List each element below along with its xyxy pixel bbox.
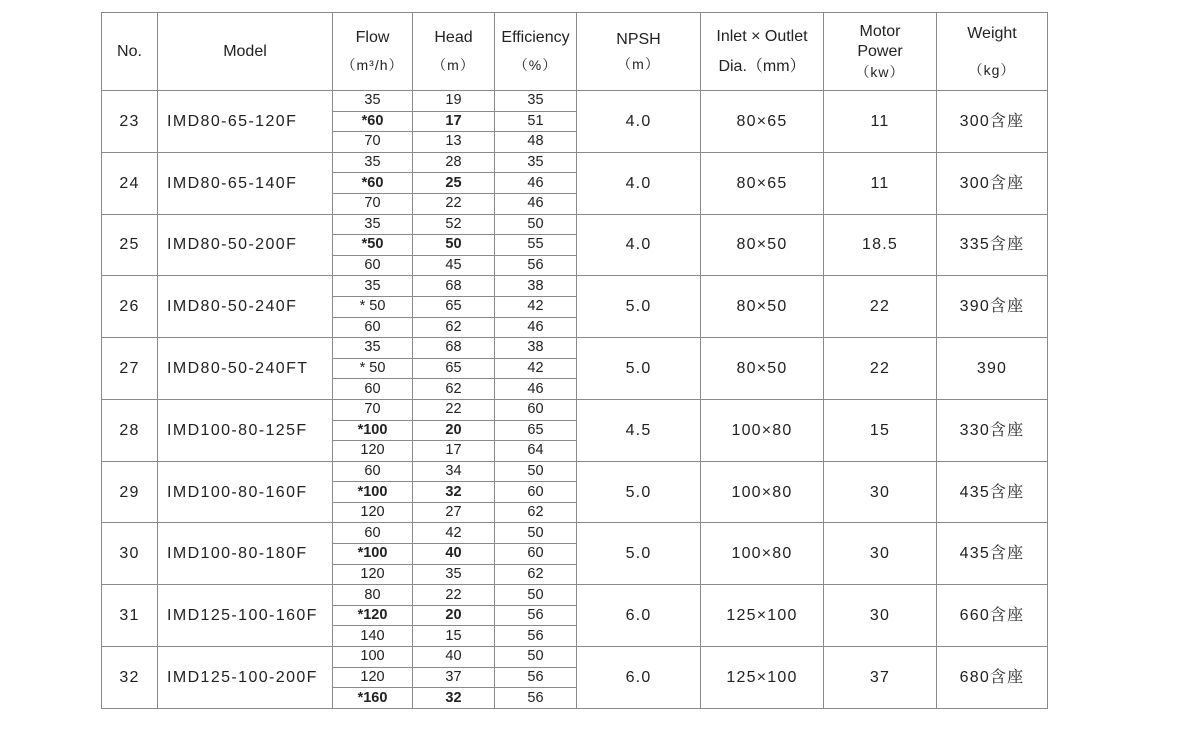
efficiency-value: 56 <box>495 688 577 709</box>
head-value: 22 <box>413 193 495 214</box>
table-body <box>102 91 1048 709</box>
weight-value: 680含座 <box>937 647 1048 709</box>
weight-value: 300含座 <box>937 152 1048 214</box>
header-model: Model <box>158 13 333 91</box>
efficiency-value: 50 <box>495 647 577 668</box>
head-value: 15 <box>413 626 495 647</box>
motor-power-value: 30 <box>824 523 937 585</box>
head-value: 62 <box>413 379 495 400</box>
head-value: 22 <box>413 399 495 420</box>
motor-power-value: 11 <box>824 152 937 214</box>
table-row <box>102 91 1048 112</box>
pump-number: 32 <box>102 647 158 709</box>
flow-value: *100 <box>333 420 413 441</box>
efficiency-value: 60 <box>495 544 577 565</box>
head-value: 65 <box>413 358 495 379</box>
table-row <box>102 214 1048 235</box>
npsh-value: 5.0 <box>577 338 701 400</box>
flow-value: 140 <box>333 626 413 647</box>
pump-number: 24 <box>102 152 158 214</box>
efficiency-value: 50 <box>495 461 577 482</box>
header-efficiency <box>495 13 577 91</box>
flow-value: 120 <box>333 564 413 585</box>
header-flow-label: Flow <box>355 29 390 46</box>
dia-value: 100×80 <box>701 461 824 523</box>
pump-model: IMD100-80-160F <box>158 461 333 523</box>
dia-value: 100×80 <box>701 399 824 461</box>
head-value: 32 <box>413 688 495 709</box>
weight-value: 390含座 <box>937 276 1048 338</box>
flow-value: *120 <box>333 605 413 626</box>
flow-value: *60 <box>333 111 413 132</box>
weight-value: 330含座 <box>937 399 1048 461</box>
pump-number: 27 <box>102 338 158 400</box>
flow-value: *100 <box>333 544 413 565</box>
motor-power-value: 22 <box>824 338 937 400</box>
efficiency-value: 46 <box>495 173 577 194</box>
weight-value: 300含座 <box>937 91 1048 153</box>
pump-number: 30 <box>102 523 158 585</box>
npsh-value: 4.5 <box>577 399 701 461</box>
header-power-line2: Power <box>857 42 903 60</box>
dia-value: 80×50 <box>701 276 824 338</box>
head-value: 32 <box>413 482 495 503</box>
flow-value: 70 <box>333 193 413 214</box>
efficiency-value: 42 <box>495 296 577 317</box>
flow-value: 60 <box>333 255 413 276</box>
pump-number: 25 <box>102 214 158 276</box>
flow-value: 60 <box>333 523 413 544</box>
flow-value: *100 <box>333 482 413 503</box>
header-dia-line2: Dia.（mm） <box>718 57 806 75</box>
flow-value: 60 <box>333 461 413 482</box>
efficiency-value: 38 <box>495 276 577 297</box>
efficiency-value: 46 <box>495 193 577 214</box>
efficiency-value: 62 <box>495 502 577 523</box>
head-value: 37 <box>413 667 495 688</box>
head-value: 42 <box>413 523 495 544</box>
motor-power-value: 30 <box>824 585 937 647</box>
flow-value: 35 <box>333 214 413 235</box>
header-flow-unit: （m³/h） <box>341 57 404 73</box>
efficiency-value: 48 <box>495 132 577 153</box>
efficiency-value: 56 <box>495 605 577 626</box>
header-npsh-label: NPSH <box>616 30 661 48</box>
head-value: 27 <box>413 502 495 523</box>
pump-model: IMD80-50-240FT <box>158 338 333 400</box>
flow-value: 120 <box>333 441 413 462</box>
header-weight-label: Weight <box>967 24 1017 42</box>
pump-model: IMD80-50-240F <box>158 276 333 338</box>
head-value: 65 <box>413 296 495 317</box>
header-row <box>102 13 1048 91</box>
dia-value: 125×100 <box>701 647 824 709</box>
header-weight <box>937 13 1048 91</box>
pump-model: IMD80-50-200F <box>158 214 333 276</box>
head-value: 40 <box>413 647 495 668</box>
npsh-value: 5.0 <box>577 461 701 523</box>
header-dia-line1: Inlet × Outlet <box>716 27 808 45</box>
head-value: 35 <box>413 564 495 585</box>
head-value: 40 <box>413 544 495 565</box>
pump-spec-sheet <box>101 12 1048 709</box>
efficiency-value: 64 <box>495 441 577 462</box>
motor-power-value: 11 <box>824 91 937 153</box>
pump-number: 23 <box>102 91 158 153</box>
efficiency-value: 50 <box>495 214 577 235</box>
head-value: 25 <box>413 173 495 194</box>
efficiency-value: 38 <box>495 338 577 359</box>
dia-value: 80×65 <box>701 152 824 214</box>
header-head-label: Head <box>434 29 473 46</box>
header-no: No. <box>102 13 158 91</box>
efficiency-value: 60 <box>495 482 577 503</box>
flow-value: *60 <box>333 173 413 194</box>
flow-value: 80 <box>333 585 413 606</box>
dia-value: 80×65 <box>701 91 824 153</box>
npsh-value: 5.0 <box>577 523 701 585</box>
dia-value: 125×100 <box>701 585 824 647</box>
npsh-value: 6.0 <box>577 647 701 709</box>
efficiency-value: 46 <box>495 317 577 338</box>
motor-power-value: 37 <box>824 647 937 709</box>
table-row <box>102 338 1048 359</box>
pump-model: IMD80-65-140F <box>158 152 333 214</box>
flow-value: * 50 <box>333 296 413 317</box>
head-value: 19 <box>413 91 495 112</box>
head-value: 28 <box>413 152 495 173</box>
head-value: 17 <box>413 441 495 462</box>
head-value: 68 <box>413 338 495 359</box>
weight-value: 435含座 <box>937 461 1048 523</box>
table-row <box>102 152 1048 173</box>
table-row <box>102 647 1048 668</box>
efficiency-value: 35 <box>495 91 577 112</box>
pump-number: 28 <box>102 399 158 461</box>
dia-value: 80×50 <box>701 214 824 276</box>
table-row <box>102 276 1048 297</box>
pump-model: IMD125-100-160F <box>158 585 333 647</box>
flow-value: 35 <box>333 338 413 359</box>
pump-model: IMD100-80-125F <box>158 399 333 461</box>
flow-value: 35 <box>333 276 413 297</box>
head-value: 62 <box>413 317 495 338</box>
npsh-value: 4.0 <box>577 214 701 276</box>
head-value: 22 <box>413 585 495 606</box>
header-power-unit: （kw） <box>855 63 905 80</box>
motor-power-value: 18.5 <box>824 214 937 276</box>
header-head <box>413 13 495 91</box>
efficiency-value: 42 <box>495 358 577 379</box>
table-row <box>102 585 1048 606</box>
efficiency-value: 56 <box>495 667 577 688</box>
weight-value: 660含座 <box>937 585 1048 647</box>
motor-power-value: 15 <box>824 399 937 461</box>
flow-value: *160 <box>333 688 413 709</box>
dia-value: 100×80 <box>701 523 824 585</box>
head-value: 52 <box>413 214 495 235</box>
pump-number: 29 <box>102 461 158 523</box>
header-power <box>824 13 937 91</box>
flow-value: 60 <box>333 317 413 338</box>
pump-model: IMD80-65-120F <box>158 91 333 153</box>
npsh-value: 5.0 <box>577 276 701 338</box>
weight-value: 435含座 <box>937 523 1048 585</box>
efficiency-value: 55 <box>495 235 577 256</box>
weight-value: 335含座 <box>937 214 1048 276</box>
header-efficiency-unit: （%） <box>513 57 558 73</box>
motor-power-value: 22 <box>824 276 937 338</box>
flow-value: 35 <box>333 152 413 173</box>
flow-value: 70 <box>333 132 413 153</box>
flow-value: 120 <box>333 502 413 523</box>
flow-value: *50 <box>333 235 413 256</box>
head-value: 13 <box>413 132 495 153</box>
header-dia <box>701 13 824 91</box>
head-value: 20 <box>413 420 495 441</box>
npsh-value: 4.0 <box>577 152 701 214</box>
flow-value: 100 <box>333 647 413 668</box>
head-value: 17 <box>413 111 495 132</box>
table-row <box>102 523 1048 544</box>
header-head-unit: （m） <box>432 57 475 73</box>
header-npsh-unit: （m） <box>617 55 660 72</box>
head-value: 45 <box>413 255 495 276</box>
header-flow <box>333 13 413 91</box>
efficiency-value: 56 <box>495 255 577 276</box>
header-efficiency-label: Efficiency <box>501 29 570 46</box>
pump-model: IMD100-80-180F <box>158 523 333 585</box>
efficiency-value: 56 <box>495 626 577 647</box>
weight-value: 390 <box>937 338 1048 400</box>
npsh-value: 6.0 <box>577 585 701 647</box>
efficiency-value: 50 <box>495 523 577 544</box>
efficiency-value: 50 <box>495 585 577 606</box>
efficiency-value: 51 <box>495 111 577 132</box>
efficiency-value: 46 <box>495 379 577 400</box>
head-value: 34 <box>413 461 495 482</box>
header-npsh <box>577 13 701 91</box>
flow-value: 120 <box>333 667 413 688</box>
header-power-line1: Motor <box>859 22 901 40</box>
flow-value: 70 <box>333 399 413 420</box>
efficiency-value: 65 <box>495 420 577 441</box>
header-weight-unit: （kg） <box>968 61 1016 78</box>
head-value: 50 <box>413 235 495 256</box>
pump-spec-table <box>101 12 1048 709</box>
table-row <box>102 399 1048 420</box>
motor-power-value: 30 <box>824 461 937 523</box>
flow-value: 60 <box>333 379 413 400</box>
pump-number: 31 <box>102 585 158 647</box>
pump-number: 26 <box>102 276 158 338</box>
efficiency-value: 35 <box>495 152 577 173</box>
efficiency-value: 62 <box>495 564 577 585</box>
efficiency-value: 60 <box>495 399 577 420</box>
npsh-value: 4.0 <box>577 91 701 153</box>
dia-value: 80×50 <box>701 338 824 400</box>
table-row <box>102 461 1048 482</box>
flow-value: 35 <box>333 91 413 112</box>
flow-value: * 50 <box>333 358 413 379</box>
pump-model: IMD125-100-200F <box>158 647 333 709</box>
head-value: 20 <box>413 605 495 626</box>
head-value: 68 <box>413 276 495 297</box>
